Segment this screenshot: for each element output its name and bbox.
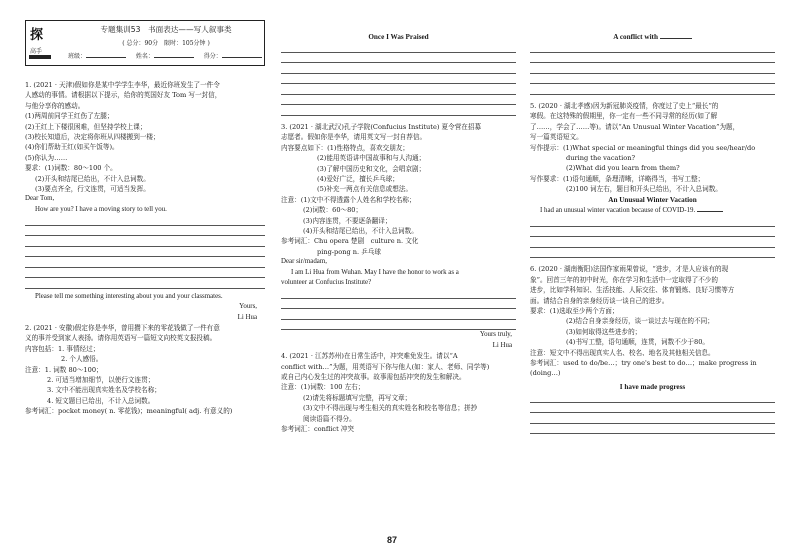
worksheet-header: [25, 20, 265, 66]
q2-req: 3. 文中不能出现真实姓名及学校名称；: [47, 386, 161, 395]
answer-line[interactable]: [281, 320, 516, 331]
svg-text:探: 探: [30, 28, 44, 43]
answer-line[interactable]: [25, 226, 265, 237]
letter-opening: How are you? I have a moving story to tell you.: [35, 205, 167, 213]
letter-signature: Li Hua: [237, 313, 257, 321]
q6-line: 象”。回首三年的初中时光，你在学习和生活中一定取得了不少的: [530, 275, 718, 284]
q4-line: 4. (2021 · 江苏苏州)在日常生活中，冲突难免发生。请以“A: [281, 352, 458, 361]
logo-icon: [28, 23, 54, 61]
q1-req: (2)开头和结尾已给出，不计入总词数。: [35, 174, 150, 183]
q2-req: 注意：1. 词数 80～100；: [25, 365, 103, 374]
q6-line: 进步，比如学科知识、生活技能、人际交往、体育锻炼、良好习惯等方: [530, 286, 735, 295]
q5-line: 写一篇英语短文。: [530, 133, 583, 142]
column-middle: [281, 0, 516, 558]
score-label: 得分：: [203, 53, 222, 60]
q2-req: 4. 短文题目已给出，不计入总词数。: [47, 396, 155, 405]
q6-ref: (doing…): [530, 369, 561, 378]
q4-note: (2)请先将标题填写完整，再写文章；: [303, 393, 412, 402]
q3-point: (3)了解中国历史和文化，会唱京剧；: [317, 164, 426, 173]
q6-line: 面。请结合自身的亲身经历谈一谈自己的进步。: [530, 296, 669, 305]
q5-line: 寒假。在这特殊的假期里，你一定有一些不同寻常的经历(如了解: [530, 112, 718, 121]
q2-line: 2. 个人感悟。: [61, 355, 103, 364]
q3-note: (2)词数：60～80；: [303, 206, 363, 215]
letter-closing: Please tell me something interesting about you and your classmates.: [35, 292, 223, 300]
class-label: 班级：: [68, 53, 87, 60]
essay-opening-text: I had an unusual winter vacation because of COVID-19.: [540, 206, 696, 214]
q1-line: 与他分享你的感动。: [25, 101, 85, 110]
q4-line: 或自己内心发生过的冲突故事。故事需包括冲突的发生和解决。: [281, 373, 466, 382]
q1-line: (5)你认为……: [25, 153, 68, 162]
answer-line[interactable]: [530, 84, 775, 95]
q6-line: 6. (2020 · 湖南衡阳)法国作家雨果曾说，“进步，才是人应该有的现: [530, 265, 729, 274]
answer-line[interactable]: [281, 95, 516, 106]
answer-line[interactable]: [530, 237, 775, 248]
q2-ref: 参考词汇：pocket money( n. 零花钱)；meaningful( adj. 有意义的): [25, 407, 233, 416]
q1-line: (4)你们帮助王红(如买午饭等)。: [25, 143, 119, 152]
name-field[interactable]: [154, 51, 194, 58]
essay-opening: [530, 205, 775, 216]
q6-note: 注意：短文中不得出现真实人名、校名、地名及其他相关信息。: [530, 348, 715, 357]
q6-req: (4)书写工整，语句通顺，连贯，词数不少于80。: [566, 338, 710, 347]
student-info-fields: [68, 51, 262, 62]
q3-ref: 参考词汇：Chu opera 楚剧 culture n. 文化: [281, 237, 419, 246]
q3-ref: ping-pong n. 乒乓球: [317, 247, 381, 256]
q3-line: 内容要点如下：(1)性格特点，喜欢交朋友；: [281, 143, 410, 152]
answer-line[interactable]: [25, 278, 265, 289]
q1-line: (1)两周前同学王红伤了左腿；: [25, 112, 114, 121]
essay-title: [530, 32, 775, 42]
q3-point: (4)爱好广泛，擅长乒乓球；: [317, 174, 399, 183]
answer-line[interactable]: [281, 42, 516, 53]
q5-req: (2)100 词左右，题目和开头已给出，不计入总词数。: [566, 185, 722, 194]
q4-note: (3)文中不得出现与考生相关的真实姓名和校名等信息；拼抄: [303, 404, 478, 413]
q1-line: (2)王红上下楼很困难，但坚持学校上课；: [25, 122, 147, 131]
title-blank[interactable]: [660, 32, 692, 39]
column-left: [25, 0, 265, 558]
answer-line[interactable]: [530, 63, 775, 74]
q5-req: 写作要求：(1)语句通顺，条理清晰，详略得当，书写工整；: [530, 174, 705, 183]
q4-note: 阅读语篇不得分。: [303, 414, 356, 423]
answer-line[interactable]: [530, 424, 775, 435]
q6-req: (3)如何取得这些进步的；: [566, 327, 642, 336]
class-field[interactable]: [86, 51, 126, 58]
q5-line: 5. (2020 · 湖北孝感)因为新冠肺炎疫情，你度过了史上“最长”的: [530, 101, 719, 110]
q5-line: 了……，学会了……等)。请以“An Unusual Winter Vacation”为题，: [530, 122, 740, 131]
q3-point: (5)补充一两点有关信息或想法。: [317, 185, 413, 194]
q1-line: 要求：(1)词数：80～100 个。: [25, 164, 117, 173]
letter-opening: volunteer at Confucius Institute?: [281, 279, 372, 286]
q5-prompt: (2)What did you learn from them?: [566, 164, 680, 173]
page-number: 87: [387, 535, 398, 545]
answer-line[interactable]: [25, 236, 265, 247]
letter-greeting: Dear sir/madam,: [281, 258, 327, 266]
q6-line: 要求：(1)选取至少两个方面；: [530, 307, 619, 315]
q6-ref: 参考词汇：used to do/be…；try one's best to do…；make progress in: [530, 359, 757, 368]
q3-point: (2)能用英语讲中国故事和与人沟通；: [317, 154, 426, 163]
q3-note: (3)内容连贯，不要逐条翻译；: [303, 216, 392, 225]
answer-line[interactable]: [281, 309, 516, 320]
answer-line[interactable]: [281, 84, 516, 95]
letter-yours: Yours,: [239, 303, 257, 311]
q3-line: 志愿者。假如你是李华，请用英文写一封自荐信。: [281, 133, 427, 142]
answer-line[interactable]: [25, 215, 265, 226]
answer-line[interactable]: [530, 53, 775, 64]
q5-line: 写作提示：(1)What special or meaningful things did you see/hear/do: [530, 143, 756, 152]
essay-title: I have made progress: [619, 382, 686, 391]
column-right: [530, 0, 775, 558]
answer-line[interactable]: [530, 42, 775, 53]
q3-note: 注意：(1)文中不得透露个人姓名和学校名称；: [281, 195, 416, 204]
q1-line: (3)校长知道后，决定将你班从四楼搬到一楼；: [25, 133, 160, 142]
answer-line[interactable]: [281, 63, 516, 74]
answer-line[interactable]: [281, 105, 516, 116]
letter-signature: Li Hua: [492, 341, 512, 349]
answer-line[interactable]: [530, 74, 775, 85]
letter-greeting: Dear Tom,: [25, 195, 55, 203]
answer-line[interactable]: [281, 299, 516, 310]
q4-line: conflict with…”为题，用英语写下你与他人(如：家人、老师、同学等): [281, 362, 490, 371]
q1-line: 1. (2021 · 天津)假如你是某中学学生李华，最近你班发生了一件令: [25, 81, 220, 89]
answer-line[interactable]: [25, 268, 265, 279]
answer-line[interactable]: [530, 248, 775, 259]
essay-title: Once I Was Praised: [368, 33, 429, 41]
answer-line[interactable]: [25, 247, 265, 258]
page-title: 专题集训53 书面表达——写人叙事类: [100, 25, 232, 34]
q3-note: (4)开头和结尾已给出，不计入总词数。: [303, 226, 418, 235]
essay-title-text: A conflict with: [613, 33, 658, 41]
answer-line[interactable]: [281, 74, 516, 85]
letter-opening: I am Li Hua from Wuhan. May I have the honor to work as a: [291, 268, 459, 276]
score-time-info: ( 总分：90分 限时：105分钟 ): [122, 40, 210, 47]
answer-line[interactable]: [530, 403, 775, 414]
answer-line[interactable]: [530, 227, 775, 238]
q4-line: 注意：(1)词数：100 左右；: [281, 383, 365, 392]
q5-prompt: during the vacation?: [566, 153, 635, 162]
q6-req: (2)结合自身亲身经历，谈一谈过去与现在的不同；: [566, 317, 714, 326]
answer-line[interactable]: [281, 288, 516, 299]
score-field[interactable]: [222, 51, 262, 58]
q2-req: 2. 可适当增加细节，以使行文连贯；: [47, 376, 155, 385]
q3-line: 3. (2021 · 湖北武汉)孔子学院(Confucius Institute) 夏令营在招募: [281, 122, 482, 131]
q2-line: 内容包括：1. 事情经过；: [25, 344, 100, 353]
svg-text:高手: 高手: [30, 48, 43, 55]
q1-line: 人感动的事情。请根据以下提示，给你的英国好友 Tom 写一封信，: [25, 91, 222, 100]
answer-line[interactable]: [530, 413, 775, 424]
q2-line: 义的事并受到家人表扬。请你用英语写一篇短文向校英文报投稿。: [25, 334, 217, 343]
essay-title: An Unusual Winter Vacation: [608, 195, 697, 204]
letter-yours: Yours truly,: [479, 331, 512, 339]
answer-blank[interactable]: [697, 205, 723, 212]
q2-line: 2. (2021 · 安徽)假定你是李华，曾用攒下来的零花钱做了一件有意: [25, 324, 220, 332]
answer-line[interactable]: [25, 257, 265, 268]
answer-line[interactable]: [530, 392, 775, 403]
q4-ref: 参考词汇：conflict 冲突: [281, 425, 355, 434]
answer-line[interactable]: [530, 216, 775, 227]
q1-req: (3)要点齐全，行文连贯，可适当发挥。: [35, 185, 150, 194]
name-label: 姓名：: [135, 53, 154, 60]
answer-line[interactable]: [281, 53, 516, 64]
